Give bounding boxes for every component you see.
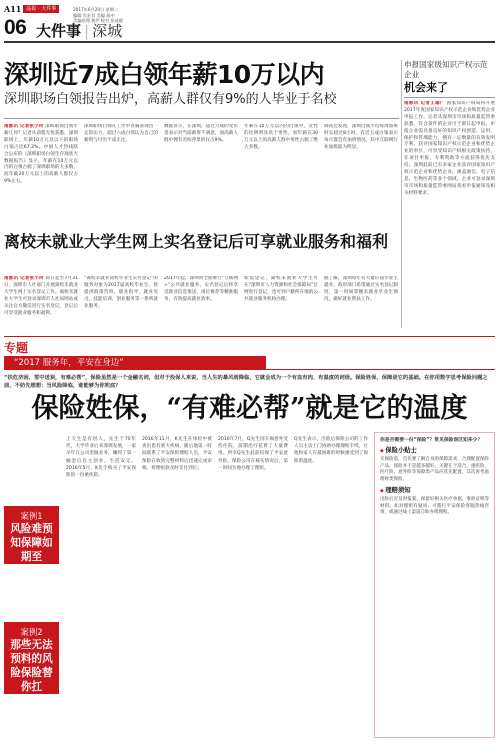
- proof-line: 美编助理 黄芹 校对 彭成群: [73, 18, 124, 24]
- lead-column-3: 数据显示，在深圳，超过六成的受访者表示对当前薪资不满意，而高薪人群中拥有名校背景的仅占9%。: [164, 124, 238, 143]
- special-banner: “2017 服务年，平安在身边”: [4, 356, 266, 370]
- special-label: 专题: [4, 341, 29, 355]
- special-top-rule: [4, 336, 495, 337]
- lead-column-5: 调查还发现，深圳白领平均每周加班时长超过8小时，有近五成白领表示每月都会有加班情况，其中互联网行业加班最为明显。: [324, 124, 398, 150]
- story2-column-text: 即日起至7月31日，深圳市人社部门开展离校未就业大学生网上实名登记工作。离校未就业大学生可登录深圳市人社局网站或关注官方微信进行实名登记，登记后可享受就业服务和福利。: [4, 276, 78, 316]
- sidebar-byline: 南都讯 记者王雄广: [404, 101, 445, 106]
- lead-story-header: [4, 60, 399, 108]
- case-1-number: 案例1: [20, 511, 43, 521]
- special-column-3: 2016年7月，Q先生因车祸意外受伤住院，前期治疗花费了大量费用。所幸Q先生此前投保了平安意外险，保险公司在核实情况后，第一时间为他办理了理赔。: [218, 437, 288, 471]
- lead-column-4: 年薪在10万元以内的白领中，女性的比例明显高于男性，而年薪在30万元以上的高薪人群中男性占据了绝大多数。: [244, 124, 318, 150]
- lead-column-2: 深圳职场白领在工作中普遍表现出一定的压力，超过六成白领认为自己的薪资与付出不成正比。: [84, 124, 158, 143]
- lead-subheadline: 深圳职场白领报告出炉，高薪人群仅有9%的人毕业于名校: [4, 92, 337, 107]
- tips-heading-2: ◆ 理赔须知: [380, 486, 489, 497]
- story2-column-1: [4, 276, 78, 332]
- case-2-number: 案例2: [20, 627, 43, 637]
- tips-heading-1: ◆ 保险小贴士: [380, 446, 489, 457]
- lead-byline: 南都讯 记者张小玲: [4, 124, 44, 129]
- sidebar-body: [404, 101, 495, 331]
- case-1-box: [4, 506, 59, 564]
- story2-headline[interactable]: 离校未就业大学生网上实名登记后可享就业服务和福利: [4, 232, 389, 251]
- story2-column-3: 2017年起，深圳将全面推行“互联网+”公共就业服务，实名登记后将享受就业信息推送、岗位推荐等精准服务，有效提高就业效率。: [164, 276, 238, 302]
- story2-column-4: 如需登记，离校未就业大学生可在“深圳市人力资源和社会保障局”官网进行登记，也可到户籍所在地的公共就业服务机构办理。: [244, 276, 318, 302]
- sidebar-story: [404, 60, 495, 332]
- story2-column-5: 据了解，深圳每年有大量应届毕业生就业，政府部门希望通过实名登记制度，第一时间掌握未就业毕业生情况，做好就业帮扶工作。: [324, 276, 398, 302]
- special-intro: “扶危济困，雪中送炭，有难必帮”，保险虽然是一个金融名词，但对于投保人来说，当人生的暴风雨降临，它就会成为一个有血有肉、有温度的词语。保险姓保，保障是它的基础。在你用数字思考保险问题之前，不妨先想想：当风险降临，谁能够为你兜底？: [4, 375, 488, 389]
- case-2-box: [4, 622, 59, 694]
- tips-body-1: 买保险前，首先要了解自身的保障需求，合理配置保险产品。保险并不是越多越好，关键在于适合。重疾险、医疗险、意外险等保障类产品应优先配置，其次再考虑理财类保险。: [380, 457, 489, 483]
- section-subname: 深城: [92, 22, 123, 40]
- lead-headline[interactable]: 深圳近7成白领年薪10万以内: [4, 60, 325, 89]
- special-column-1: 上天生是有因人，先生于70年代，大学毕业后来深圳发展，一家早年在公司里做业务，赚到了第一桶金后自主创业，生活安定。2016年5月，K先生购买了平安保险的一份重疾险。: [66, 437, 136, 479]
- masthead: [4, 3, 495, 43]
- lead-column-1: [4, 124, 78, 226]
- case-1-title: 风险难预知保障如期至: [10, 523, 53, 563]
- masthead-rule: [4, 41, 495, 43]
- date-line: 2017年6月20日 星期二: [73, 7, 119, 12]
- special-column-2: 2016年11月，K先生在体检中被查出患有重大疾病，随后他第一时间联系了平安保险理赔人员，平安保险在收到完整材料后迅速完成审核，将理赔款及时支付到位。: [142, 437, 212, 471]
- section-name: 大件事: [36, 22, 82, 40]
- lead-column-text: 深圳职场白领年薪几何？记者从前程无忧获悉，深圳职场上，年薪10万元及以下的职场白领占比67.2%。中国人才热线联合公布的《深圳职场白领生存现状大数据报告》显示，年薪在10万元以内的白领占据了深圳职场的大多数，而年薪20万元以上的高薪人群仅占9%左右。: [4, 124, 78, 185]
- section-separator: |: [84, 22, 90, 40]
- tips-question: 你是否需要一份“保险”？常见保险误区知多少？: [380, 438, 483, 443]
- special-banner-rule: [266, 356, 495, 370]
- lead-divider: [4, 118, 399, 119]
- tips-body-2: 出险后应及时报案，保留好相关医疗单据、事故证明等材料。如对理赔有疑问，可拨打平安保险客服热线咨询，或通过线上渠道自助办理理赔。: [380, 496, 489, 516]
- sidebar-divider: [401, 60, 402, 328]
- page-logo: A11: [4, 4, 22, 14]
- editor-line: 编辑 肖宏君 美编 蒋中: [73, 12, 115, 18]
- brand-label: 晶报 · 大件事: [23, 5, 59, 13]
- section-title: [36, 20, 122, 41]
- story2-column-2: “离校未就业高校毕业生实名登记”的服务对象为2017届高校毕业生，将提供政策咨询、职业指导、就业见习、技能培训、创业服务等一系列就业服务。: [84, 276, 158, 309]
- sidebar-rule: [404, 97, 495, 98]
- insurance-tips-box: [374, 432, 495, 738]
- special-column-4: Q先生表示，出险后保险公司的工作人员主动上门协助办理理赔手续，让他和家人在最困难的时候感受到了保险的温度。: [294, 437, 368, 464]
- page-number: 06: [4, 16, 27, 39]
- special-headline[interactable]: 保险姓保，“有难必帮”就是它的温度: [31, 393, 468, 424]
- story2-byline: 南都讯 记者张小玲: [4, 276, 44, 281]
- case-2-title: 那些无法预料的风险保险替你扛: [10, 639, 53, 693]
- sidebar-headline[interactable]: 机会来了: [404, 81, 448, 94]
- sidebar-kicker: 申报国家级知识产权示范企业: [404, 60, 488, 79]
- sidebar-text: 国家知识产权局将开展2017年度国家知识产权示范企业和优势企业申报工作。记者从深圳市市场和质量监管委获悉，符合条件的企业可于即日起申报。申报企业需具备良好的知识产权创造、运用、保护和管理能力，拥有一定数量的有效发明专利。获评国家知识产权示范企业和优势企业的单位，可享受知识产权相关政策扶持，在项目申报、专利资助等方面获得优先支持。深圳此前已有多家企业获评国家知识产权示范企业和优势企业，涵盖通信、电子信息、生物医药等多个领域。企业可登录深圳市市场和质量监管委网站查看申报通知及相关材料要求。: [404, 101, 495, 196]
